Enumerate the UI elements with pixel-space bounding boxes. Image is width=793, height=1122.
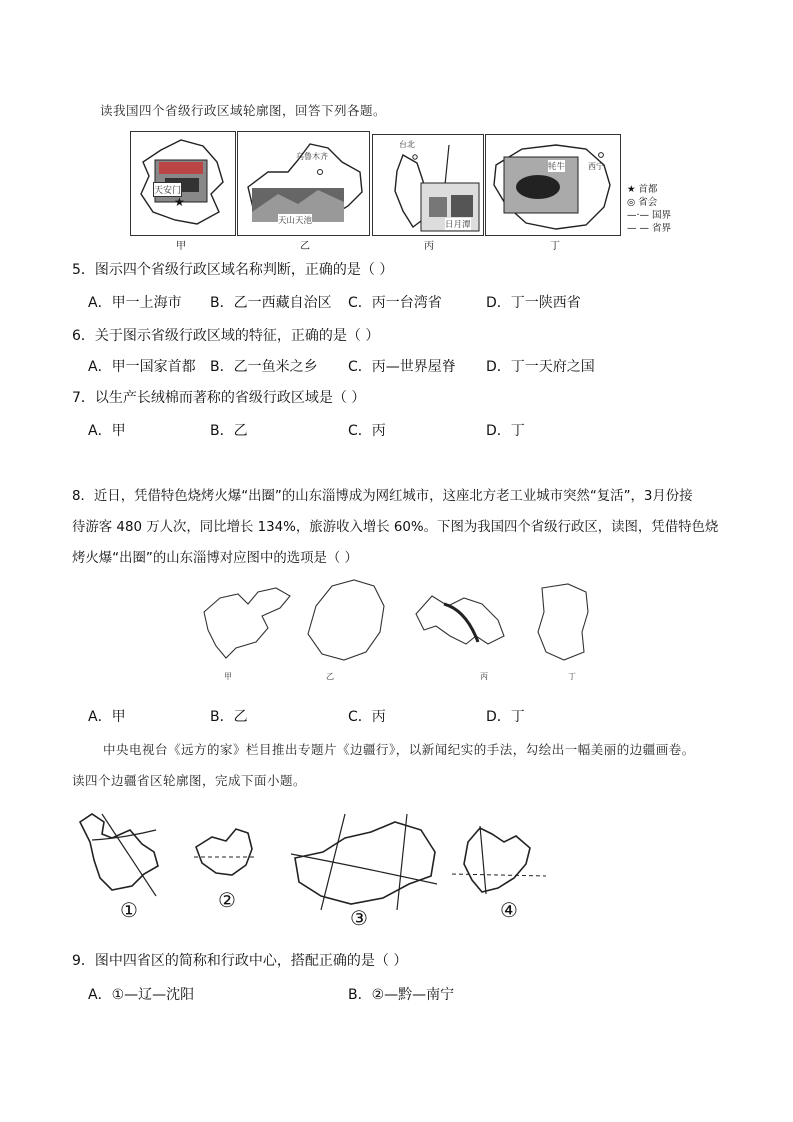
q8-option-d[interactable]: D．丁 xyxy=(486,709,525,725)
q8-map-label-bing: 丙 xyxy=(480,672,488,681)
section2-intro-line1: 中央电视台《远方的家》栏目推出专题片《边疆行》，以新闻纪实的手法，勾绘出一幅美丽的边疆画卷。 xyxy=(103,742,695,757)
map-jia-outline xyxy=(131,132,235,235)
q8-option-b[interactable]: B．乙 xyxy=(210,709,248,725)
q8-line2: 待游客 480 万人次，同比增长 134%，旅游收入增长 60%。下图为我国四个省级行政区，读图，凭借特色烧 xyxy=(72,520,719,535)
q5-stem: 5．图示四个省级行政区域名称判断，正确的是（ ） xyxy=(72,262,394,278)
q9-option-b[interactable]: B．②—黔—南宁 xyxy=(348,987,455,1003)
capital-star-icon: ★ xyxy=(174,195,185,209)
section1-intro: 读我国四个省级行政区域轮廓图，回答下列各题。 xyxy=(100,103,387,118)
q7-option-c[interactable]: C．丙 xyxy=(348,423,386,439)
q7-option-a[interactable]: A．甲 xyxy=(88,423,126,439)
q8-line3: 烤火爆“出圈”的山东淄博对应图中的选项是（ ） xyxy=(72,551,358,566)
q8-map-yi xyxy=(296,576,391,666)
map-ding-outline xyxy=(486,135,620,235)
xining-label: 西宁 xyxy=(588,162,604,171)
q8-map-label-ding: 丁 xyxy=(568,672,576,681)
tiananmen-label: 天安门 xyxy=(153,182,182,197)
border-map-3 xyxy=(285,810,445,912)
border-map-label-1: ① xyxy=(120,898,138,922)
q8-map-bing xyxy=(406,584,510,664)
map-bing xyxy=(372,134,484,236)
q6-stem: 6．关于图示省级行政区域的特征，正确的是（ ） xyxy=(72,328,380,344)
border-map-label-3: ③ xyxy=(350,906,368,930)
q6-option-a[interactable]: A．甲一国家首都 xyxy=(88,359,196,375)
map-label-yi: 乙 xyxy=(300,241,310,252)
legend-capital: ★ 首都 xyxy=(627,184,658,195)
map-label-ding: 丁 xyxy=(550,241,560,252)
map-ding xyxy=(485,134,621,236)
border-map-4 xyxy=(450,822,550,898)
q6-option-b[interactable]: B．乙一鱼米之乡 xyxy=(210,359,318,375)
q8-map-label-jia: 甲 xyxy=(224,672,232,681)
border-map-2 xyxy=(188,823,268,883)
legend-national-border: —·— 国界 xyxy=(627,210,672,221)
q7-option-d[interactable]: D．丁 xyxy=(486,423,525,439)
q8-option-c[interactable]: C．丙 xyxy=(348,709,386,725)
map-label-bing: 丙 xyxy=(424,241,434,252)
legend-provincial-border: — — 省界 xyxy=(627,223,672,234)
q9-option-a[interactable]: A．①—辽—沈阳 xyxy=(88,987,195,1003)
q8-map-jia xyxy=(196,582,296,662)
q6-option-c[interactable]: C．丙—世界屋脊 xyxy=(348,359,456,375)
q5-option-a[interactable]: A．甲一上海市 xyxy=(88,295,182,311)
border-map-1 xyxy=(72,808,172,898)
map-yi xyxy=(237,131,370,236)
q9-stem: 9．图中四省区的简称和行政中心，搭配正确的是（ ） xyxy=(72,953,408,969)
sun-moon-lake-label: 日月潭 xyxy=(445,220,471,230)
q6-option-d[interactable]: D．丁一天府之国 xyxy=(486,359,595,375)
map-legend xyxy=(627,183,671,235)
map-label-jia: 甲 xyxy=(176,241,186,252)
q8-map-ding xyxy=(528,578,598,664)
q5-option-c[interactable]: C．丙一台湾省 xyxy=(348,295,442,311)
q7-stem: 7．以生产长绒棉而著称的省级行政区域是（ ） xyxy=(72,390,366,406)
tianchi-label: 天山天池 xyxy=(278,216,313,226)
q5-option-b[interactable]: B．乙一西藏自治区 xyxy=(210,295,332,311)
q8-map-label-yi: 乙 xyxy=(326,672,334,681)
map-jia xyxy=(130,131,236,236)
urumqi-label: 乌鲁木齐 xyxy=(296,152,328,161)
yak-label: 牦牛 xyxy=(548,162,566,172)
legend-provincial-capital: ◎ 省会 xyxy=(627,197,658,208)
q8-option-a[interactable]: A．甲 xyxy=(88,709,126,725)
q5-option-d[interactable]: D．丁一陕西省 xyxy=(486,295,581,311)
border-map-label-4: ④ xyxy=(500,898,518,922)
taipei-label: 台北 xyxy=(399,140,415,149)
border-map-label-2: ② xyxy=(218,888,236,912)
q7-option-b[interactable]: B．乙 xyxy=(210,423,248,439)
section2-intro-line2: 读四个边疆省区轮廓图，完成下面小题。 xyxy=(72,773,307,788)
q8-line1: 8．近日，凭借特色烧烤火爆“出圈”的山东淄博成为网红城市，这座北方老工业城市突然“复活”，3月份接 xyxy=(72,489,693,504)
